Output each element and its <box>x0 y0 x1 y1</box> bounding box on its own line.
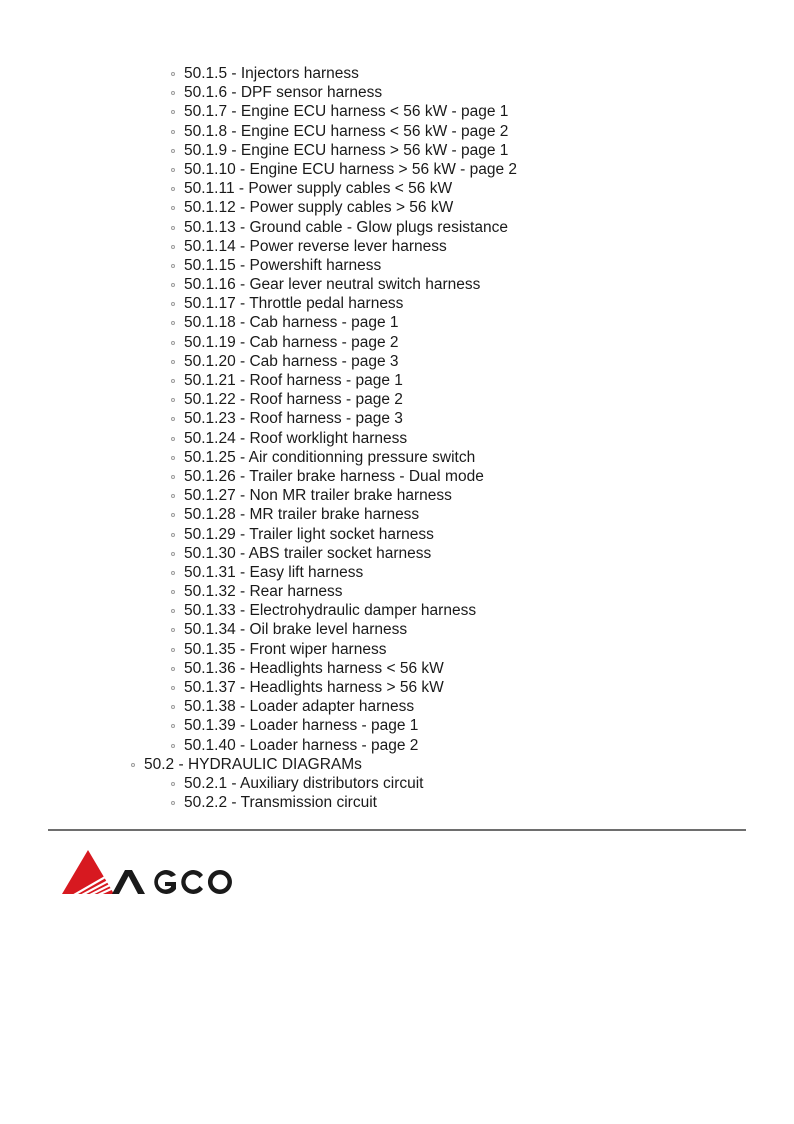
toc-item-label: 50.1.17 - Throttle pedal harness <box>184 295 404 313</box>
toc-item[interactable] <box>0 83 794 102</box>
circle-bullet-icon <box>171 206 175 210</box>
toc-item-label: 50.1.27 - Non MR trailer brake harness <box>184 487 452 505</box>
toc-item-label: 50.1.39 - Loader harness - page 1 <box>184 717 419 735</box>
circle-bullet-icon <box>171 494 175 498</box>
toc-item[interactable] <box>0 198 794 217</box>
toc-item[interactable] <box>0 448 794 467</box>
toc-item[interactable] <box>0 697 794 716</box>
circle-bullet-icon <box>171 533 175 537</box>
circle-bullet-icon <box>171 360 175 364</box>
toc-item[interactable] <box>0 793 794 812</box>
circle-bullet-icon <box>171 456 175 460</box>
circle-bullet-icon <box>131 763 135 767</box>
toc-item-label: 50.1.19 - Cab harness - page 2 <box>184 333 399 351</box>
toc-item-label: 50.1.16 - Gear lever neutral switch harness <box>184 276 481 294</box>
toc-item[interactable] <box>0 620 794 639</box>
toc-item-label: 50.1.29 - Trailer light socket harness <box>184 525 434 543</box>
circle-bullet-icon <box>171 379 175 383</box>
circle-bullet-icon <box>171 571 175 575</box>
circle-bullet-icon <box>171 782 175 786</box>
circle-bullet-icon <box>171 475 175 479</box>
circle-bullet-icon <box>171 321 175 325</box>
toc-item-label: 50.1.8 - Engine ECU harness < 56 kW - page 2 <box>184 122 509 140</box>
circle-bullet-icon <box>171 226 175 230</box>
circle-bullet-icon <box>171 302 175 306</box>
toc-item[interactable] <box>0 64 794 83</box>
toc-item[interactable] <box>0 237 794 256</box>
toc-item-label: 50.1.40 - Loader harness - page 2 <box>184 736 419 754</box>
circle-bullet-icon <box>171 648 175 652</box>
toc-item-label: 50.1.35 - Front wiper harness <box>184 640 387 658</box>
toc-item[interactable] <box>0 409 794 428</box>
toc-item-label: 50.1.9 - Engine ECU harness > 56 kW - page 1 <box>184 141 509 159</box>
toc-item-label: 50.1.26 - Trailer brake harness - Dual mode <box>184 467 484 485</box>
toc-item-label: 50.1.5 - Injectors harness <box>184 65 359 82</box>
toc-item[interactable] <box>0 160 794 179</box>
toc-item-label: 50.1.31 - Easy lift harness <box>184 563 364 581</box>
toc-item-label: 50.1.34 - Oil brake level harness <box>184 621 408 639</box>
toc-item-label: 50.1.21 - Roof harness - page 1 <box>184 372 403 389</box>
toc-item[interactable] <box>0 755 794 774</box>
toc-item-label: 50.1.28 - MR trailer brake harness <box>184 506 420 524</box>
circle-bullet-icon <box>171 724 175 728</box>
toc-item[interactable] <box>0 371 794 390</box>
circle-bullet-icon <box>171 513 175 517</box>
toc-item[interactable] <box>0 601 794 620</box>
circle-bullet-icon <box>171 168 175 172</box>
toc-item-label: 50.1.15 - Powershift harness <box>184 256 382 274</box>
toc-item[interactable] <box>0 486 794 505</box>
toc-item-label: 50.1.24 - Roof worklight harness <box>184 429 408 447</box>
toc-item[interactable] <box>0 774 794 793</box>
toc-item[interactable] <box>0 716 794 735</box>
circle-bullet-icon <box>171 744 175 748</box>
toc-item[interactable] <box>0 582 794 601</box>
circle-bullet-icon <box>171 91 175 95</box>
toc-item[interactable] <box>0 390 794 409</box>
circle-bullet-icon <box>171 705 175 709</box>
toc-item[interactable] <box>0 467 794 486</box>
toc-item-label: 50.1.22 - Roof harness - page 2 <box>184 391 403 409</box>
toc-item-label: 50.2 - HYDRAULIC DIAGRAMs <box>144 755 362 773</box>
toc-item-label: 50.2.2 - Transmission circuit <box>184 794 377 812</box>
toc-item-label: 50.1.30 - ABS trailer socket harness <box>184 544 432 562</box>
toc-item-label: 50.1.32 - Rear harness <box>184 583 343 601</box>
toc-item[interactable] <box>0 333 794 352</box>
circle-bullet-icon <box>171 149 175 153</box>
circle-bullet-icon <box>171 417 175 421</box>
circle-bullet-icon <box>171 264 175 268</box>
toc-item[interactable] <box>0 352 794 371</box>
circle-bullet-icon <box>171 667 175 671</box>
toc-item-label: 50.1.25 - Air conditionning pressure switch <box>184 448 476 466</box>
toc-item-label: 50.1.20 - Cab harness - page 3 <box>184 352 399 370</box>
toc-item[interactable] <box>0 429 794 448</box>
toc-item[interactable] <box>0 525 794 544</box>
circle-bullet-icon <box>171 130 175 134</box>
toc-item[interactable] <box>0 544 794 563</box>
circle-bullet-icon <box>171 341 175 345</box>
toc-item[interactable] <box>0 102 794 121</box>
circle-bullet-icon <box>171 552 175 556</box>
toc-item-label: 50.1.13 - Ground cable - Glow plugs resistance <box>184 218 508 236</box>
agco-logo <box>62 848 234 896</box>
circle-bullet-icon <box>171 110 175 114</box>
toc-item[interactable] <box>0 659 794 678</box>
circle-bullet-icon <box>171 398 175 402</box>
toc-item-label: 50.1.36 - Headlights harness < 56 kW <box>184 659 444 677</box>
toc-item-label: 50.1.10 - Engine ECU harness > 56 kW - page 2 <box>184 160 518 178</box>
toc-item[interactable] <box>0 563 794 582</box>
circle-bullet-icon <box>171 609 175 613</box>
toc-item-label: 50.1.33 - Electrohydraulic damper harness <box>184 602 477 620</box>
toc-item-label: 50.1.12 - Power supply cables > 56 kW <box>184 199 454 217</box>
circle-bullet-icon <box>171 187 175 191</box>
toc-item[interactable] <box>0 640 794 659</box>
circle-bullet-icon <box>171 245 175 249</box>
circle-bullet-icon <box>171 283 175 287</box>
toc-item-label: 50.2.1 - Auxiliary distributors circuit <box>184 774 424 792</box>
toc-item-label: 50.1.37 - Headlights harness > 56 kW <box>184 679 444 696</box>
toc-item-label: 50.1.18 - Cab harness - page 1 <box>184 314 399 332</box>
footer-divider <box>48 829 746 831</box>
toc-item[interactable] <box>0 505 794 524</box>
toc-item[interactable] <box>0 736 794 755</box>
toc-item-label: 50.1.38 - Loader adapter harness <box>184 698 415 716</box>
circle-bullet-icon <box>171 437 175 441</box>
toc-item[interactable] <box>0 678 794 697</box>
circle-bullet-icon <box>171 628 175 632</box>
toc-item[interactable] <box>0 218 794 237</box>
toc-item-label: 50.1.6 - DPF sensor harness <box>184 84 383 102</box>
table-of-contents <box>0 64 794 812</box>
toc-item-label: 50.1.23 - Roof harness - page 3 <box>184 410 403 428</box>
toc-item-label: 50.1.11 - Power supply cables < 56 kW <box>184 180 453 198</box>
circle-bullet-icon <box>171 590 175 594</box>
toc-item[interactable] <box>0 256 794 275</box>
toc-item[interactable] <box>0 275 794 294</box>
toc-item-label: 50.1.7 - Engine ECU harness < 56 kW - page 1 <box>184 103 509 121</box>
toc-item[interactable] <box>0 122 794 141</box>
circle-bullet-icon <box>171 72 175 76</box>
circle-bullet-icon <box>171 801 175 805</box>
toc-item-label: 50.1.14 - Power reverse lever harness <box>184 237 447 255</box>
toc-item[interactable] <box>0 179 794 198</box>
toc-item[interactable] <box>0 294 794 313</box>
toc-item[interactable] <box>0 313 794 332</box>
toc-item[interactable] <box>0 141 794 160</box>
circle-bullet-icon <box>171 686 175 690</box>
